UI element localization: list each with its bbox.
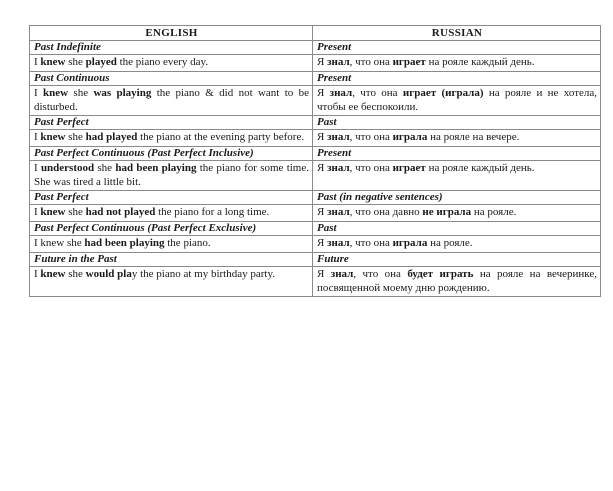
- bold-verb-phrase: would pla: [85, 268, 132, 281]
- bold-verb-phrase: knew: [40, 268, 66, 281]
- example-text: the piano & did not want to be disturbed.: [34, 87, 309, 113]
- bold-verb-phrase: had played: [85, 131, 138, 144]
- russian-tense-label: Past: [313, 116, 601, 130]
- english-example: [30, 236, 313, 252]
- bold-verb-phrase: знал: [327, 206, 350, 219]
- example-text: I: [34, 56, 41, 69]
- english-example: [30, 161, 313, 191]
- example-text: Я: [317, 87, 330, 100]
- example-row: [30, 236, 601, 252]
- example-row: [30, 267, 601, 297]
- english-tense-label: Past Perfect: [30, 191, 313, 205]
- example-text: Я: [317, 206, 328, 219]
- example-text: Я: [317, 131, 328, 144]
- bold-verb-phrase: had been playing: [84, 237, 165, 250]
- example-text: she: [94, 162, 116, 175]
- example-text: на рояле каждый день.: [425, 162, 535, 175]
- example-text: на рояле каждый день.: [425, 56, 535, 69]
- tense-row: [30, 191, 601, 205]
- example-text: на рояле на вечеринке, посвященной моему дню рождению.: [317, 268, 598, 294]
- example-text: на рояле.: [471, 206, 517, 219]
- english-example: [30, 86, 313, 116]
- tense-table: [29, 25, 601, 297]
- example-text: на рояле и не хотела, чтобы ее беспокоили.: [317, 87, 598, 113]
- russian-tense-label: Present: [313, 41, 601, 55]
- example-text: I: [34, 162, 41, 175]
- tense-row: [30, 41, 601, 55]
- example-text: she: [68, 87, 94, 100]
- example-text: , что она: [352, 87, 403, 100]
- example-text: she: [65, 56, 86, 69]
- russian-example: [313, 55, 601, 71]
- example-text: I knew she: [34, 237, 85, 250]
- bold-verb-phrase: знал: [327, 162, 350, 175]
- example-text: Я: [317, 268, 331, 281]
- bold-verb-phrase: knew: [40, 56, 66, 69]
- english-column-header: ENGLISH: [30, 26, 313, 41]
- english-tense-label: Future in the Past: [30, 252, 313, 266]
- example-text: the piano.: [164, 237, 211, 250]
- english-tense-label: Past Perfect Continuous (Past Perfect Exclusive): [30, 221, 313, 235]
- tense-comparison-table: [29, 25, 600, 297]
- russian-example: [313, 205, 601, 221]
- tense-row: [30, 146, 601, 160]
- english-tense-label: Past Continuous: [30, 71, 313, 85]
- example-row: [30, 130, 601, 146]
- bold-verb-phrase: knew: [43, 87, 69, 100]
- tense-row: [30, 116, 601, 130]
- russian-example: [313, 236, 601, 252]
- english-example: [30, 205, 313, 221]
- example-text: , что она: [353, 268, 408, 281]
- bold-verb-phrase: understood: [40, 162, 95, 175]
- english-tense-label: Past Indefinite: [30, 41, 313, 55]
- bold-verb-phrase: знал: [329, 87, 353, 100]
- russian-example: [313, 267, 601, 297]
- example-text: the piano for some time. She was tired a little bit.: [34, 162, 309, 188]
- english-example: [30, 267, 313, 297]
- bold-verb-phrase: knew: [40, 206, 66, 219]
- bold-verb-phrase: знал: [327, 56, 350, 69]
- tense-row: [30, 71, 601, 85]
- bold-verb-phrase: знал: [330, 268, 354, 281]
- russian-tense-label: Past (in negative sentences): [313, 191, 601, 205]
- bold-verb-phrase: знал: [327, 237, 350, 250]
- bold-verb-phrase: играет: [392, 56, 426, 69]
- bold-verb-phrase: будет играть: [407, 268, 474, 281]
- example-text: на рояле.: [427, 237, 473, 250]
- english-example: [30, 55, 313, 71]
- bold-verb-phrase: played: [85, 56, 117, 69]
- example-text: y the piano at my birthday party.: [131, 268, 275, 281]
- example-text: I: [34, 206, 41, 219]
- example-text: Я: [317, 56, 328, 69]
- example-row: [30, 86, 601, 116]
- bold-verb-phrase: knew: [40, 131, 66, 144]
- russian-tense-label: Future: [313, 252, 601, 266]
- tense-row: [30, 252, 601, 266]
- bold-verb-phrase: не играла: [422, 206, 472, 219]
- russian-column-header: RUSSIAN: [313, 26, 601, 41]
- bold-verb-phrase: играла: [392, 237, 428, 250]
- bold-verb-phrase: играет (играла): [402, 87, 484, 100]
- example-text: I: [34, 131, 41, 144]
- example-text: , что она: [349, 56, 393, 69]
- bold-verb-phrase: was playing: [93, 87, 152, 100]
- russian-example: [313, 86, 601, 116]
- example-text: на рояле на вечере.: [427, 131, 520, 144]
- example-row: [30, 161, 601, 191]
- example-text: , что она: [349, 131, 393, 144]
- bold-verb-phrase: играет: [392, 162, 426, 175]
- bold-verb-phrase: знал: [327, 131, 350, 144]
- example-text: I: [34, 268, 41, 281]
- example-text: the piano for a long time.: [155, 206, 270, 219]
- russian-example: [313, 161, 601, 191]
- example-text: , что она: [349, 237, 393, 250]
- header-row: [30, 26, 601, 41]
- example-row: [30, 55, 601, 71]
- example-text: the piano every day.: [116, 56, 209, 69]
- example-text: she: [65, 268, 86, 281]
- example-text: Я: [317, 237, 328, 250]
- table-body: [30, 41, 601, 297]
- english-tense-label: Past Perfect: [30, 116, 313, 130]
- example-text: I: [34, 87, 44, 100]
- english-example: [30, 130, 313, 146]
- example-text: Я: [317, 162, 328, 175]
- bold-verb-phrase: играла: [392, 131, 428, 144]
- example-text: , что она давно: [349, 206, 423, 219]
- example-text: , что она: [349, 162, 393, 175]
- bold-verb-phrase: had been playing: [115, 162, 197, 175]
- russian-tense-label: Present: [313, 146, 601, 160]
- tense-row: [30, 221, 601, 235]
- russian-tense-label: Past: [313, 221, 601, 235]
- bold-verb-phrase: had not played: [85, 206, 156, 219]
- english-tense-label: Past Perfect Continuous (Past Perfect Inclusive): [30, 146, 313, 160]
- russian-example: [313, 130, 601, 146]
- example-row: [30, 205, 601, 221]
- example-text: she: [65, 131, 86, 144]
- example-text: the piano at the evening party before.: [137, 131, 305, 144]
- russian-tense-label: Present: [313, 71, 601, 85]
- example-text: she: [65, 206, 86, 219]
